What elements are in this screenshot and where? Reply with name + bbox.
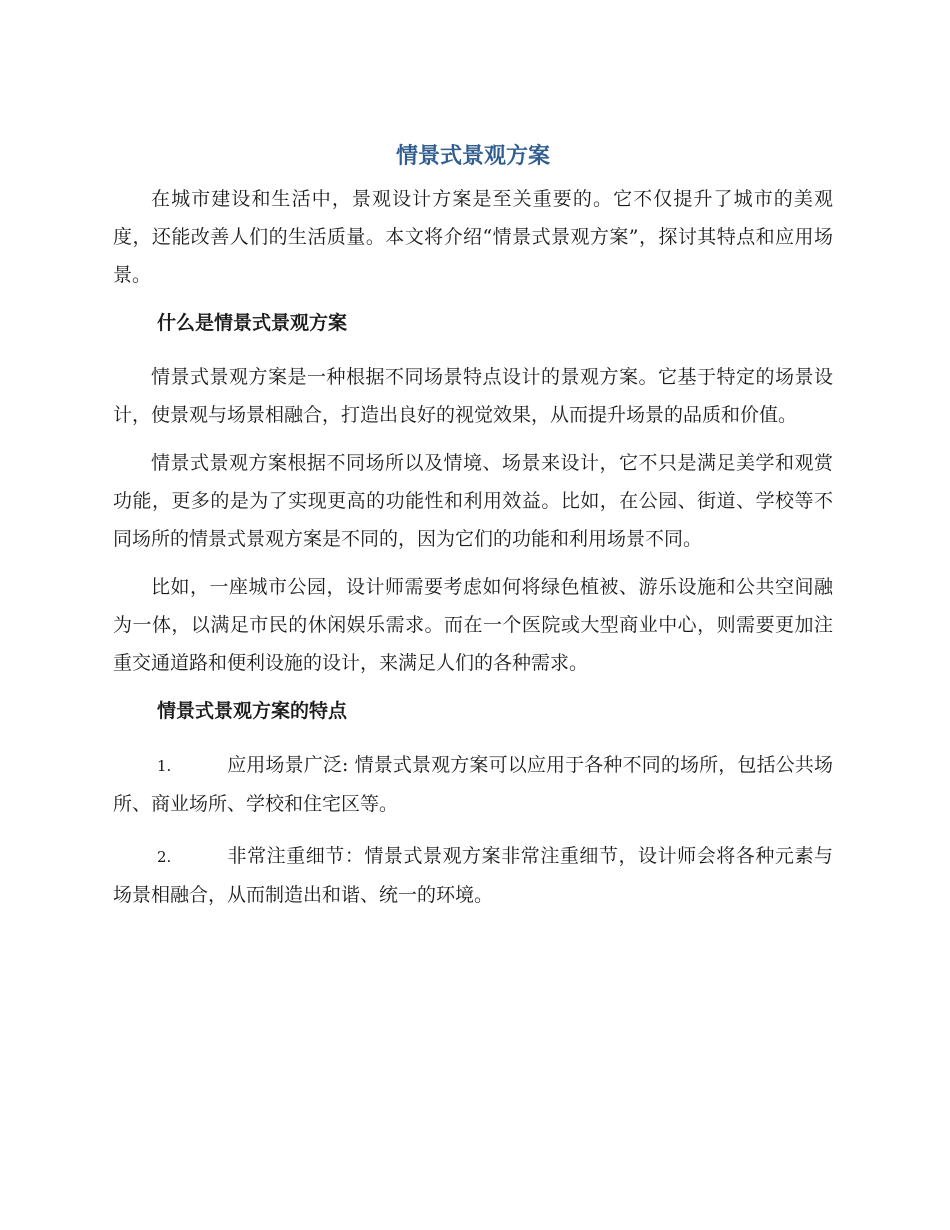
- body-paragraph: 比如，一座城市公园，设计师需要考虑如何将绿色植被、游乐设施和公共空间融为一体，以满足市民的休闲娱乐需求。而在一个医院或大型商业中心，则需要更加注重交通道路和便利设施的设计，来满足人们的各种需求。: [113, 576, 833, 674]
- section-heading-features: 情景式景观方案的特点: [157, 700, 348, 722]
- list-number: 1.: [157, 757, 172, 775]
- document-title: 情景式景观方案: [395, 144, 550, 169]
- body-paragraph: 情景式景观方案根据不同场所以及情境、场景来设计，它不只是满足美学和观赏功能，更多的是为了实现更高的功能性和利用效益。比如，在公园、街道、学校等不同场所的情景式景观方案是不同的，因为它们的功能和利用场景不同。: [113, 452, 833, 550]
- intro-paragraph: 在城市建设和生活中，景观设计方案是至关重要的。它不仅提升了城市的美观度，还能改善人们的生活质量。本文将介绍“情景式景观方案”，探讨其特点和应用场景。: [113, 188, 833, 286]
- list-item: [113, 746, 833, 823]
- list-text: 非常注重细节：情景式景观方案非常注重细节，设计师会将各种元素与场景相融合，从而制造出和谐、统一的环境。: [113, 845, 833, 906]
- list-number: 2.: [157, 848, 172, 866]
- body-paragraph: 情景式景观方案是一种根据不同场景特点设计的景观方案。它基于特定的场景设计，使景观与场景相融合，打造出良好的视觉效果，从而提升场景的品质和价值。: [113, 366, 833, 426]
- document-page: [113, 140, 833, 928]
- list-item: [113, 837, 833, 914]
- section-heading-what-is: 什么是情景式景观方案: [157, 312, 348, 334]
- list-text: 应用场景广泛: 情景式景观方案可以应用于各种不同的场所，包括公共场所、商业场所、学校和住宅区等。: [113, 754, 833, 815]
